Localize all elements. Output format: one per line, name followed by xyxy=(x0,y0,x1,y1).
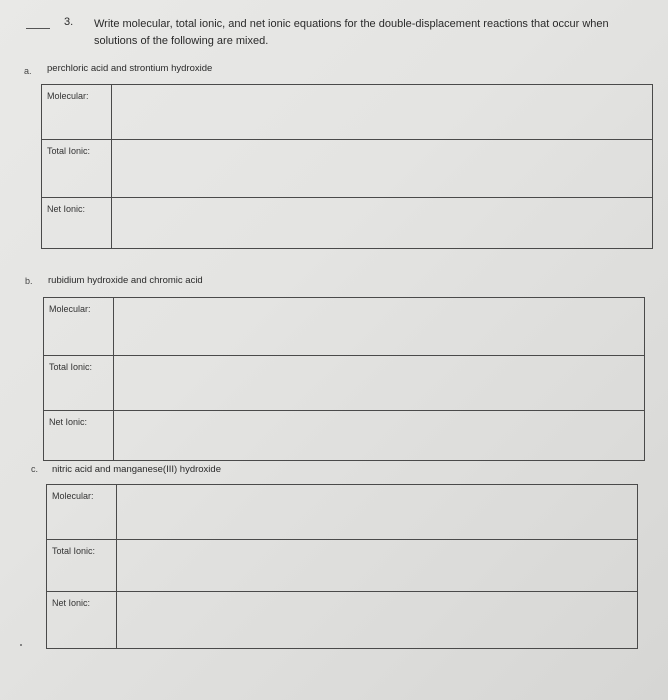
part-a-letter: a. xyxy=(24,66,32,76)
molecular-row xyxy=(44,298,645,356)
part-b-equation-table xyxy=(43,297,645,461)
net-ionic-label: Net Ionic: xyxy=(47,592,117,649)
part-c-title: nitric acid and manganese(III) hydroxide xyxy=(52,464,221,475)
total-ionic-label: Total Ionic: xyxy=(42,140,112,198)
molecular-label: Molecular: xyxy=(47,485,117,540)
total-ionic-label: Total Ionic: xyxy=(47,540,117,592)
molecular-answer-field[interactable] xyxy=(114,298,645,356)
molecular-row xyxy=(42,85,653,140)
net-ionic-answer-field[interactable] xyxy=(112,198,653,249)
part-c-equation-table xyxy=(46,484,638,649)
net-ionic-row xyxy=(44,411,645,461)
net-ionic-row xyxy=(42,198,653,249)
margin-mark xyxy=(20,644,22,646)
molecular-label: Molecular: xyxy=(44,298,114,356)
answer-blank-line xyxy=(26,28,50,29)
total-ionic-label: Total Ionic: xyxy=(44,356,114,411)
net-ionic-answer-field[interactable] xyxy=(117,592,638,649)
total-ionic-answer-field[interactable] xyxy=(114,356,645,411)
net-ionic-answer-field[interactable] xyxy=(114,411,645,461)
part-a-title: perchloric acid and strontium hydroxide xyxy=(47,63,213,74)
total-ionic-row xyxy=(44,356,645,411)
part-b-letter: b. xyxy=(25,276,33,286)
total-ionic-answer-field[interactable] xyxy=(117,540,638,592)
molecular-answer-field[interactable] xyxy=(117,485,638,540)
part-a-equation-table xyxy=(41,84,653,249)
part-c-letter: c. xyxy=(31,464,39,474)
question-text: Write molecular, total ionic, and net ionic equations for the double-displacement reactions that occur when solutions of the following are mixed. xyxy=(94,18,609,47)
net-ionic-label: Net Ionic: xyxy=(42,198,112,249)
total-ionic-row xyxy=(42,140,653,198)
part-b-title: rubidium hydroxide and chromic acid xyxy=(48,275,203,286)
net-ionic-row xyxy=(47,592,638,649)
molecular-row xyxy=(47,485,638,540)
molecular-answer-field[interactable] xyxy=(112,85,653,140)
total-ionic-row xyxy=(47,540,638,592)
net-ionic-label: Net Ionic: xyxy=(44,411,114,461)
question-number: 3. xyxy=(64,16,74,28)
total-ionic-answer-field[interactable] xyxy=(112,140,653,198)
molecular-label: Molecular: xyxy=(42,85,112,140)
